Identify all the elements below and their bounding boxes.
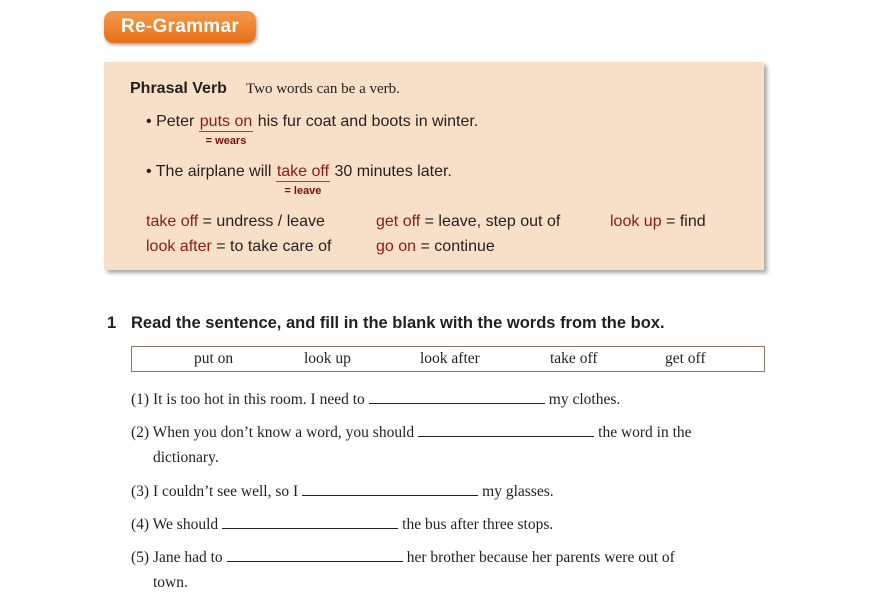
item-text-after: my glasses. xyxy=(482,483,554,500)
grammar-title: Phrasal Verb xyxy=(130,80,227,97)
example-after: his fur coat and boots in winter. xyxy=(257,113,479,130)
word-option: put on xyxy=(194,350,234,367)
word-option: take off xyxy=(550,350,598,367)
exercise-heading xyxy=(107,314,665,333)
item-text-after: my clothes. xyxy=(548,391,621,408)
definition-meaning: = undress / leave xyxy=(202,213,325,230)
phrase-text: take off xyxy=(276,163,330,180)
section-badge: Re-Grammar xyxy=(104,11,256,43)
definition-look-after xyxy=(146,238,331,256)
item-continuation: town. xyxy=(153,574,188,591)
definition-meaning: = continue xyxy=(420,238,495,255)
answer-blank[interactable] xyxy=(222,514,398,529)
definition-meaning: = find xyxy=(666,213,706,230)
example-after: 30 minutes later. xyxy=(334,163,452,180)
exercise-item-5 xyxy=(131,545,675,595)
phrase-text: puts on xyxy=(199,113,253,130)
answer-blank[interactable] xyxy=(418,422,594,437)
gloss: = leave xyxy=(284,185,322,197)
gloss: = wears xyxy=(205,135,247,147)
example-sentence-2 xyxy=(146,163,452,197)
definition-term: look up xyxy=(610,213,662,230)
item-text-before: (3) I couldn’t see well, so I xyxy=(131,483,299,500)
definition-term: get off xyxy=(376,213,421,230)
definition-term: go on xyxy=(376,238,417,255)
item-text-before: (1) It is too hot in this room. I need to xyxy=(131,391,365,408)
exercise-instruction: Read the sentence, and fill in the blank with the words from the box. xyxy=(131,314,665,332)
item-text-after: the bus after three stops. xyxy=(402,516,554,533)
item-text-after: her brother because her parents were out of xyxy=(406,549,675,566)
item-text-before: (2) When you don’t know a word, you should xyxy=(131,424,415,441)
word-option: get off xyxy=(665,350,706,367)
definition-term: take off xyxy=(146,213,199,230)
answer-blank[interactable] xyxy=(227,547,403,562)
grammar-box xyxy=(104,62,764,270)
highlighted-phrase xyxy=(276,163,330,197)
word-box xyxy=(131,346,765,372)
item-text-after: the word in the xyxy=(598,424,692,441)
definition-meaning: = leave, step out of xyxy=(424,213,561,230)
exercise-number: 1 xyxy=(107,314,117,332)
word-option: look up xyxy=(304,350,351,367)
example-before: Peter xyxy=(156,113,195,130)
exercise-item-2 xyxy=(131,420,692,470)
item-continuation: dictionary. xyxy=(153,449,219,466)
word-option: look after xyxy=(420,350,480,367)
definition-meaning: = to take care of xyxy=(216,238,332,255)
example-sentence-1 xyxy=(146,113,479,147)
example-before: The airplane will xyxy=(155,163,272,180)
bullet: • xyxy=(146,113,152,130)
answer-blank[interactable] xyxy=(369,389,545,404)
bullet: • xyxy=(146,163,152,180)
exercise-item-4 xyxy=(131,512,553,537)
item-text-before: (4) We should xyxy=(131,516,219,533)
grammar-subtitle: Two words can be a verb. xyxy=(246,81,400,97)
definition-look-up xyxy=(610,213,706,231)
item-text-before: (5) Jane had to xyxy=(131,549,223,566)
definition-term: look after xyxy=(146,238,212,255)
highlighted-phrase xyxy=(199,113,253,147)
exercise-item-3 xyxy=(131,479,554,504)
answer-blank[interactable] xyxy=(302,481,478,496)
definition-go-on xyxy=(376,238,495,256)
exercise-item-1 xyxy=(131,387,620,412)
definition-get-off xyxy=(376,213,560,231)
definition-take-off xyxy=(146,213,325,231)
